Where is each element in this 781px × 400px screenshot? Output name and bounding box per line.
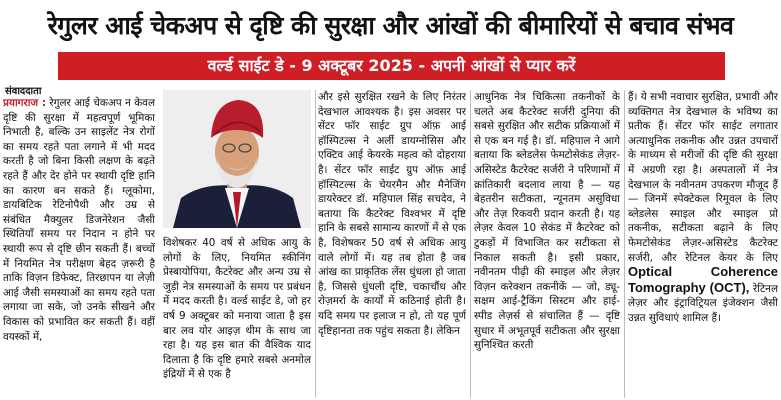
- column-5-text-a: हैं। ये सभी नवाचार सुरक्षित, प्रभावी और व्यक्तिगत नेत्र देखभाल के भविष्य का प्रतीक हैं। सेंटर फॉर साईट लगातार अत्याधुनिक तकनीक और उन्नत उपचारों के माध्यम से मरीजों की दृष्टि की सुरक्षा में अग्रणी रहा है। अस्पतालों में नेत्र देखभाल के नवीनतम उपकरण मौजूद हैं — जिनमें स्पेक्टेकल रिमूवल के लिए ब्लेडलेस स्माइल और स्माइल प्रो तकनीक, सटीकता बढ़ाने के लिए फेमटोसेकंड लेज़र-असिस्टेड कैटरेक्ट सर्जरी, और रेटिनल केयर के लिए: [628, 91, 778, 264]
- oct-term: Optical Coherence Tomography (OCT),: [628, 264, 778, 295]
- column-divider: [470, 90, 471, 398]
- article-column-4: आधुनिक नेत्र चिकित्सा तकनीकों के चलते अब कैटरेक्ट सर्जरी दुनिया की सबसे सुरक्षित और सटीक प्रक्रियाओं में से एक बन गई है। डॉ. महिपाल ने आगे बताया कि ब्लेडलेस फेमटोसेकंड लेज़र-असिस्टेड कैटरेक्ट सर्जरी ने परिणामों में क्रांतिकारी बदलाव लाया है — यह बेहतरीन सटीकता, न्यूनतम असुविधा और तेज़ रिकवरी प्रदान करती है। यह लेज़र केवल 10 सेकंड में कैटरेक्ट को टुकड़ों में विभाजित कर सटीकता से निकाल सकती है। इसी प्रकार, नवीनतम पीढ़ी की स्माइल और लेज़र विज़न करेक्शन तकनीकें — जो, ड्यू-सक्षम आई-ट्रैकिंग सिस्टम और हाई-स्पीड लेज़र्स से संचालित हैं — दृष्टि सुधार में अभूतपूर्व सटीकता और सुरक्षा सुनिश्चित करती: [474, 91, 620, 352]
- article-column-5: [628, 90, 778, 400]
- column-1-text: रेगुलर आई चेकअप न केवल दृष्टि की सुरक्षा में महत्वपूर्ण भूमिका निभाती है, बल्कि उन साइलेंट नेत्र रोगों का समय रहते पता लगाने में भी मदद करती है जो बिना किसी लक्षण के बढ़ते रहते हैं और देर होने पर स्थायी दृष्टि हानि का कारण बन सकते हैं। ग्लूकोमा, डायबिटिक रेटिनोपैथी और उम्र से संबंधित मैक्युलर डिजनेरेशन जैसी स्थितियाँ समय पर निदान न होने पर स्थायी रूप से दृष्टि छीन सकती हैं। बच्चों में नियमित नेत्र परीक्षण बेहद ज़रूरी है ताकि विज़न डिफेक्ट, तिरछापन या लेज़ी आई जैसी समस्याओं का समय रहते पता लगाया जा सके, जो उनके सीखने और विकास को प्रभावित कर सकती हैं। वहीं वयस्कों में,: [3, 97, 155, 343]
- city-dateline: प्रयागराज :: [3, 97, 46, 109]
- headline: रेगुलर आई चेकअप से दृष्टि की सुरक्षा और आंखों की बीमारियों से बचाव संभव: [47, 11, 734, 40]
- column-divider: [624, 90, 625, 398]
- doctor-photo: [163, 90, 311, 228]
- article-column-1: [3, 96, 155, 400]
- dateline: संवाददाता: [5, 86, 42, 97]
- article-column-3: और इसे सुरक्षित रखने के लिए निरंतर देखभाल आवश्यक है। इस अवसर पर सेंटर फॉर साईट ग्रुप ऑफ़ आई हॉस्पिटल्स ने अर्ली डायग्नोसिस और एक्टिव आई केयरके महत्व को दोहराया है। सेंटर फॉर साईट ग्रुप ऑफ़ आई हॉस्पिटल्स के चेयरमैन और मैनेजिंग डायरेक्टर डॉ. महिपाल सिंह सचदेव, ने बताया कि कैटरेक्ट विश्वभर में दृष्टि हानि के सबसे सामान्य कारणों में से एक है, विशेषकर 50 वर्ष से अधिक आयु वाले लोगों में। यह तब होता है जब आंख का प्राकृतिक लेंस धुंधला हो जाता है, जिससे धुंधली दृष्टि, चकाचौंध और रोज़मर्रा के कार्यों में कठिनाई होती है। यदि समय पर इलाज न हो, तो यह पूर्ण दृष्टिहानता तक पहुंच सकता है। लेकिन: [318, 91, 466, 337]
- column-divider: [315, 90, 316, 398]
- event-banner: वर्ल्ड साईट डे - 9 अक्टूबर 2025 - अपनी आंखों से प्यार करें: [58, 52, 725, 80]
- article-column-2: विशेषकर 40 वर्ष से अधिक आयु के लोगों के लिए, नियमित स्कीनिंग प्रेस्बायोपिया, कैटरेक्ट और अन्य उम्र से जुड़ी नेत्र समस्याओं के समय पर प्रबंधन में मदद करती है। वर्ल्ड साईट डे, जो हर वर्ष 9 अक्टूबर को मनाया जाता है इस बार लव योर आइज़ थीम के साथ जा रहा है। यह इस बात की वैश्विक याद दिलाता है कि दृष्टि हमारे सबसे अनमोल इंद्रियों में से एक है: [163, 237, 311, 381]
- column-5-text-b: रेटिनल लेज़र और इंट्राविट्रियल इंजेक्शन जैसी उन्नत सुविधाएं शामिल हैं।: [628, 282, 778, 324]
- doctor-portrait-illustration: [163, 90, 311, 228]
